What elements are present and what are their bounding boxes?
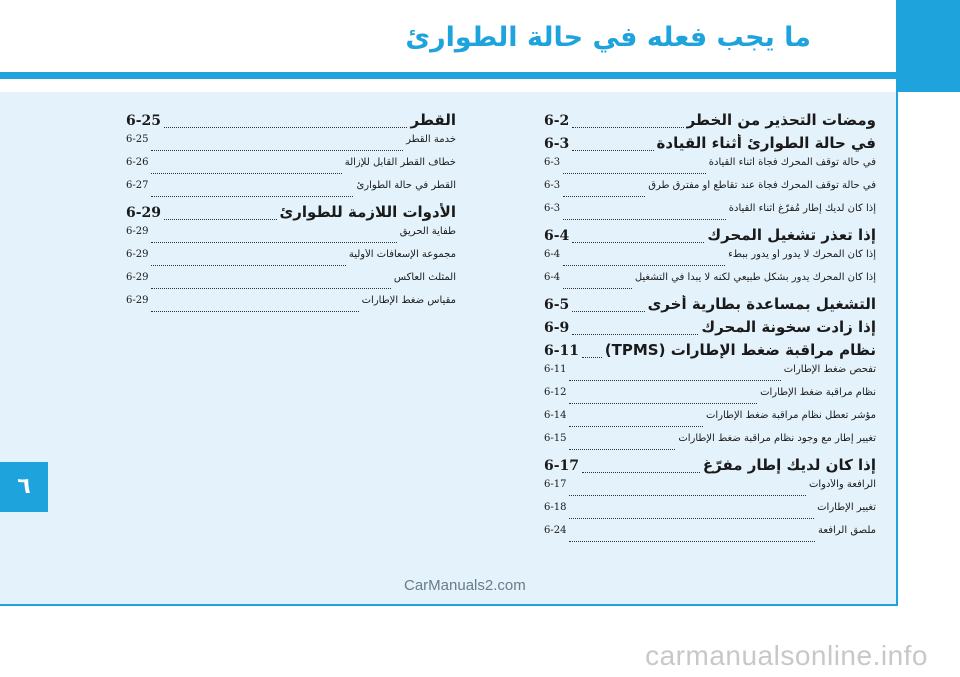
toc-leader-dots <box>151 241 396 243</box>
toc-leader-dots <box>569 425 702 427</box>
toc-entry-label: إذا زادت سخونة المحرك <box>701 318 876 336</box>
toc-entry-label: تفحص ضغط الإطارات <box>783 364 876 375</box>
toc-entry-label: إذا كان المحرك يدور بشكل طبيعي لكنه لا يبدأ في التشغيل <box>634 272 876 283</box>
toc-subsection-entry[interactable] <box>126 134 456 157</box>
toc-section-entry[interactable] <box>544 111 876 134</box>
toc-leader-dots <box>164 126 407 128</box>
toc-leader-dots <box>569 379 780 381</box>
toc-entry-label: مؤشر تعطل نظام مراقبة ضغط الإطارات <box>705 410 876 421</box>
toc-entry-label: الأدوات اللازمة للطوارئ <box>279 203 456 221</box>
toc-entry-label: خدمة القطر <box>406 134 456 145</box>
toc-subsection-entry[interactable] <box>544 272 876 295</box>
toc-left-column <box>126 111 456 318</box>
toc-section-entry[interactable] <box>544 318 876 341</box>
toc-leader-dots <box>572 333 698 335</box>
toc-entry-page: 6-26 <box>126 157 149 168</box>
toc-leader-dots <box>572 241 704 243</box>
toc-leader-dots <box>582 356 602 358</box>
toc-entry-label: في حالة توقف المحرك فجأة عند تقاطع أو مفترق طرق <box>648 180 876 191</box>
toc-subsection-entry[interactable] <box>126 272 456 295</box>
bottom-divider <box>0 604 896 606</box>
footer-brand: carmanualsonline.info <box>645 640 928 671</box>
toc-entry-page: 6-2 <box>544 113 570 129</box>
toc-subsection-entry[interactable] <box>544 525 876 548</box>
toc-entry-page: 6-12 <box>544 387 567 398</box>
toc-entry-label: ومضات التحذير من الخطر <box>686 111 876 129</box>
toc-leader-dots <box>151 287 390 289</box>
toc-subsection-entry[interactable] <box>544 502 876 525</box>
page-title: ما يجب فعله في حالة الطوارئ <box>405 22 811 53</box>
toc-leader-dots <box>563 172 706 174</box>
toc-entry-page: 6-25 <box>126 113 162 129</box>
toc-entry-page: 6-4 <box>544 272 561 283</box>
header-divider <box>0 72 896 79</box>
toc-subsection-entry[interactable] <box>544 387 876 410</box>
toc-entry-label: خطاف القطر القابل للإزالة <box>344 157 456 168</box>
toc-entry-page: 6-5 <box>544 297 570 313</box>
toc-leader-dots <box>569 517 814 519</box>
toc-leader-dots <box>563 218 726 220</box>
toc-entry-page: 6-9 <box>544 320 570 336</box>
toc-entry-label: إذا تعذر تشغيل المحرك <box>707 226 876 244</box>
toc-leader-dots <box>572 310 644 312</box>
toc-subsection-entry[interactable] <box>544 433 876 456</box>
toc-subsection-entry[interactable] <box>126 180 456 203</box>
toc-entry-label: إذا كان لديك إطار مفرّغ <box>702 456 876 474</box>
toc-subsection-entry[interactable] <box>126 295 456 318</box>
toc-entry-page: 6-4 <box>544 228 570 244</box>
toc-entry-page: 6-17 <box>544 479 567 490</box>
toc-leader-dots <box>572 126 683 128</box>
toc-entry-page: 6-15 <box>544 433 567 444</box>
toc-entry-label: القطر <box>410 111 456 129</box>
toc-section-entry[interactable] <box>544 226 876 249</box>
toc-leader-dots <box>563 195 645 197</box>
toc-leader-dots <box>569 494 805 496</box>
toc-entry-label: المثلث العاكس <box>393 272 456 283</box>
toc-entry-label: في حالة توقف المحرك فجأة أثناء القيادة <box>708 157 876 168</box>
toc-section-entry[interactable] <box>544 134 876 157</box>
toc-leader-dots <box>569 402 757 404</box>
toc-subsection-entry[interactable] <box>544 157 876 180</box>
toc-section-entry[interactable] <box>126 111 456 134</box>
toc-section-entry[interactable] <box>544 295 876 318</box>
toc-right-column <box>544 111 876 548</box>
toc-leader-dots <box>164 218 276 220</box>
toc-entry-label: التشغيل بمساعدة بطارية أخرى <box>647 295 876 313</box>
toc-section-entry[interactable] <box>544 456 876 479</box>
toc-entry-page: 6-29 <box>126 272 149 283</box>
toc-entry-page: 6-29 <box>126 295 149 306</box>
toc-subsection-entry[interactable] <box>126 226 456 249</box>
toc-entry-label: في حالة الطوارئ أثناء القيادة <box>656 134 876 152</box>
toc-entry-page: 6-3 <box>544 136 570 152</box>
header-band <box>0 0 896 72</box>
toc-entry-label: نظام مراقبة ضغط الإطارات <box>760 387 876 398</box>
toc-entry-label: مجموعة الإسعافات الأولية <box>348 249 456 260</box>
toc-leader-dots <box>151 195 353 197</box>
toc-entry-page: 6-29 <box>126 205 162 221</box>
toc-entry-label: نظام مراقبة ضغط الإطارات (TPMS) <box>604 341 876 359</box>
toc-subsection-entry[interactable] <box>544 180 876 203</box>
right-divider <box>896 92 898 606</box>
toc-entry-page: 6-29 <box>126 249 149 260</box>
toc-entry-page: 6-29 <box>126 226 149 237</box>
toc-entry-page: 6-17 <box>544 458 580 474</box>
toc-entry-label: تغيير إطار مع وجود نظام مراقبة ضغط الإطارات <box>678 433 876 444</box>
toc-entry-page: 6-3 <box>544 203 561 214</box>
corner-accent-block <box>896 0 960 92</box>
toc-leader-dots <box>569 540 815 542</box>
toc-leader-dots <box>563 287 632 289</box>
toc-subsection-entry[interactable] <box>544 249 876 272</box>
watermark: CarManuals2.com <box>404 577 526 594</box>
toc-leader-dots <box>572 149 653 151</box>
toc-entry-page: 6-3 <box>544 180 561 191</box>
toc-subsection-entry[interactable] <box>126 249 456 272</box>
toc-entry-label: إذا كان لديك إطار مُفرّغ أثناء القيادة <box>728 203 876 214</box>
toc-entry-page: 6-25 <box>126 134 149 145</box>
toc-leader-dots <box>569 448 675 450</box>
toc-leader-dots <box>151 172 341 174</box>
toc-entry-page: 6-18 <box>544 502 567 513</box>
toc-entry-label: تغيير الإطارات <box>817 502 876 513</box>
toc-entry-label: طفاية الحريق <box>399 226 456 237</box>
toc-subsection-entry[interactable] <box>544 203 876 226</box>
toc-entry-label: مقياس ضغط الإطارات <box>361 295 456 306</box>
chapter-tab: ٦ <box>0 462 48 512</box>
toc-leader-dots <box>582 471 700 473</box>
toc-leader-dots <box>151 149 403 151</box>
toc-section-entry[interactable] <box>544 341 876 364</box>
toc-entry-label: القطر في حالة الطوارئ <box>356 180 456 191</box>
toc-entry-page: 6-27 <box>126 180 149 191</box>
toc-entry-page: 6-14 <box>544 410 567 421</box>
toc-subsection-entry[interactable] <box>126 157 456 180</box>
toc-leader-dots <box>563 264 725 266</box>
toc-leader-dots <box>151 264 345 266</box>
toc-subsection-entry[interactable] <box>544 479 876 502</box>
toc-entry-page: 6-11 <box>544 364 567 375</box>
toc-section-entry[interactable] <box>126 203 456 226</box>
toc-entry-page: 6-24 <box>544 525 567 536</box>
toc-leader-dots <box>151 310 358 312</box>
toc-entry-label: الرافعة والأدوات <box>808 479 876 490</box>
toc-subsection-entry[interactable] <box>544 364 876 387</box>
toc-entry-label: إذا كان المحرك لا يدور أو يدور ببطء <box>728 249 876 260</box>
toc-entry-page: 6-11 <box>544 343 580 359</box>
toc-entry-page: 6-3 <box>544 157 561 168</box>
toc-subsection-entry[interactable] <box>544 410 876 433</box>
toc-entry-label: ملصق الرافعة <box>818 525 876 536</box>
side-margin <box>896 92 960 604</box>
toc-entry-page: 6-4 <box>544 249 561 260</box>
